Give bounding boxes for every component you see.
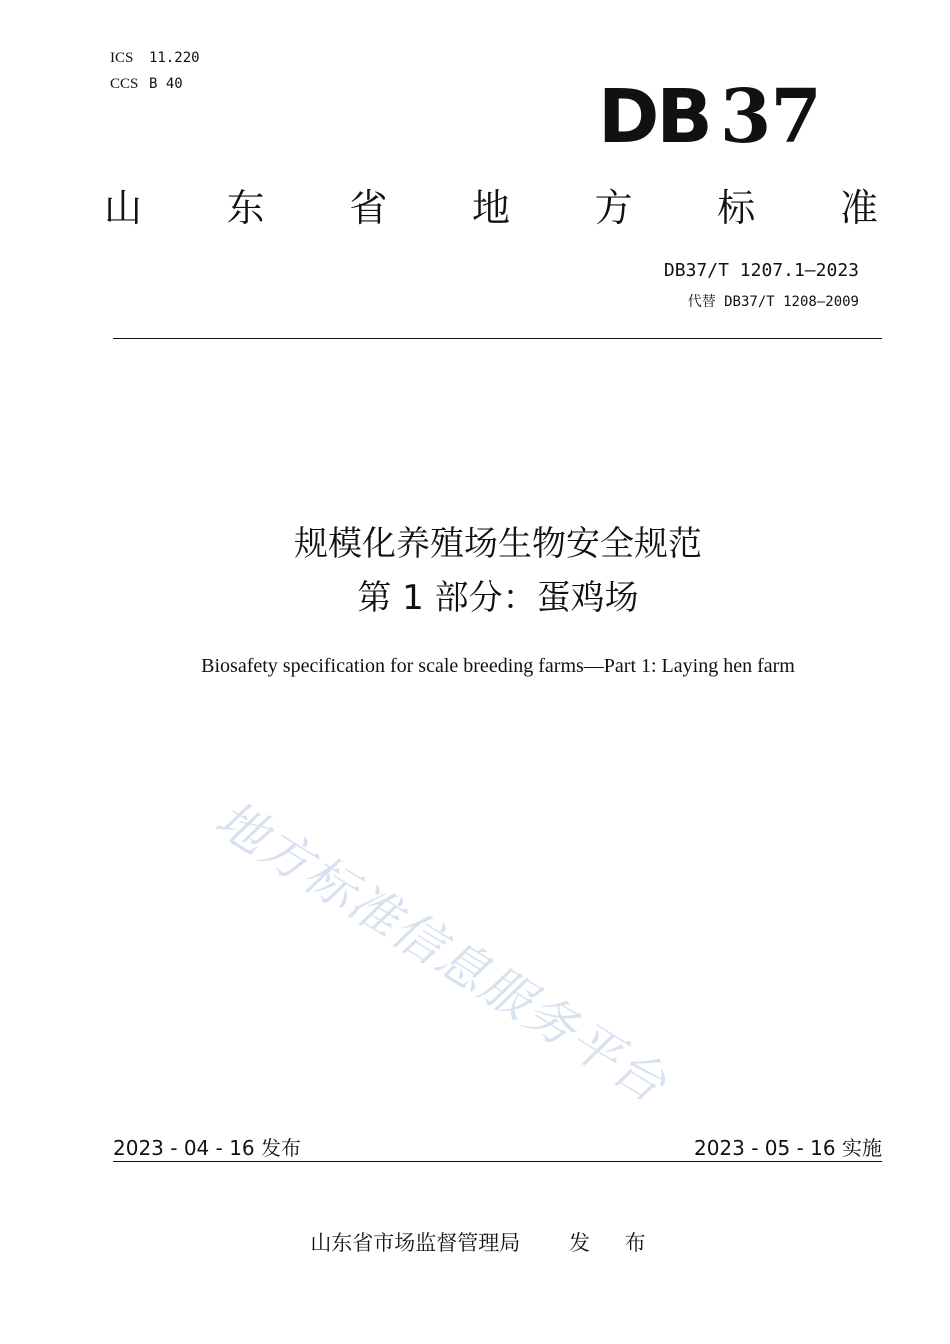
ccs-code: B 40: [149, 76, 183, 92]
ics-label: ICS: [110, 49, 134, 66]
category-char: 方: [594, 186, 633, 230]
issuer-org: 山东省市场监督管理局: [310, 1231, 521, 1255]
category-char: 标: [717, 186, 756, 230]
db37-logo: [598, 74, 821, 160]
header-divider: [113, 338, 882, 339]
standard-category-heading: [104, 184, 878, 232]
category-char: 地: [471, 186, 510, 230]
category-char: 准: [839, 186, 878, 230]
ics-row: [110, 45, 200, 71]
issuer: [0, 1227, 950, 1257]
logo-prefix: DB: [598, 74, 710, 160]
footer-divider: [113, 1161, 882, 1162]
category-char: 东: [226, 186, 265, 230]
title-cn-line1: 规模化养殖场生物安全规范: [294, 524, 702, 564]
title-cn-line2: 第 1 部分：蛋鸡场: [357, 578, 639, 618]
implement-date: 2023 - 05 - 16 实施: [693, 1136, 882, 1160]
replaces-standard: 代替 DB37/T 1208—2009: [687, 294, 859, 310]
title-en: Biosafety specification for scale breeding farms—Part 1: Laying hen farm: [201, 655, 795, 677]
classification-codes: [110, 45, 200, 97]
category-char: 省: [349, 186, 388, 230]
issuer-action: 发 布: [569, 1231, 660, 1255]
ccs-label: CCS: [110, 75, 139, 92]
standard-number: DB37/T 1207.1—2023: [663, 260, 859, 281]
ccs-row: [110, 71, 200, 97]
watermark: 地方标准信息服务平台: [205, 789, 678, 1115]
publish-date: 2023 - 04 - 16 发布: [113, 1136, 302, 1160]
logo-code: 37: [719, 74, 821, 160]
ics-code: 11.220: [149, 50, 200, 66]
category-char: 山: [104, 186, 143, 230]
